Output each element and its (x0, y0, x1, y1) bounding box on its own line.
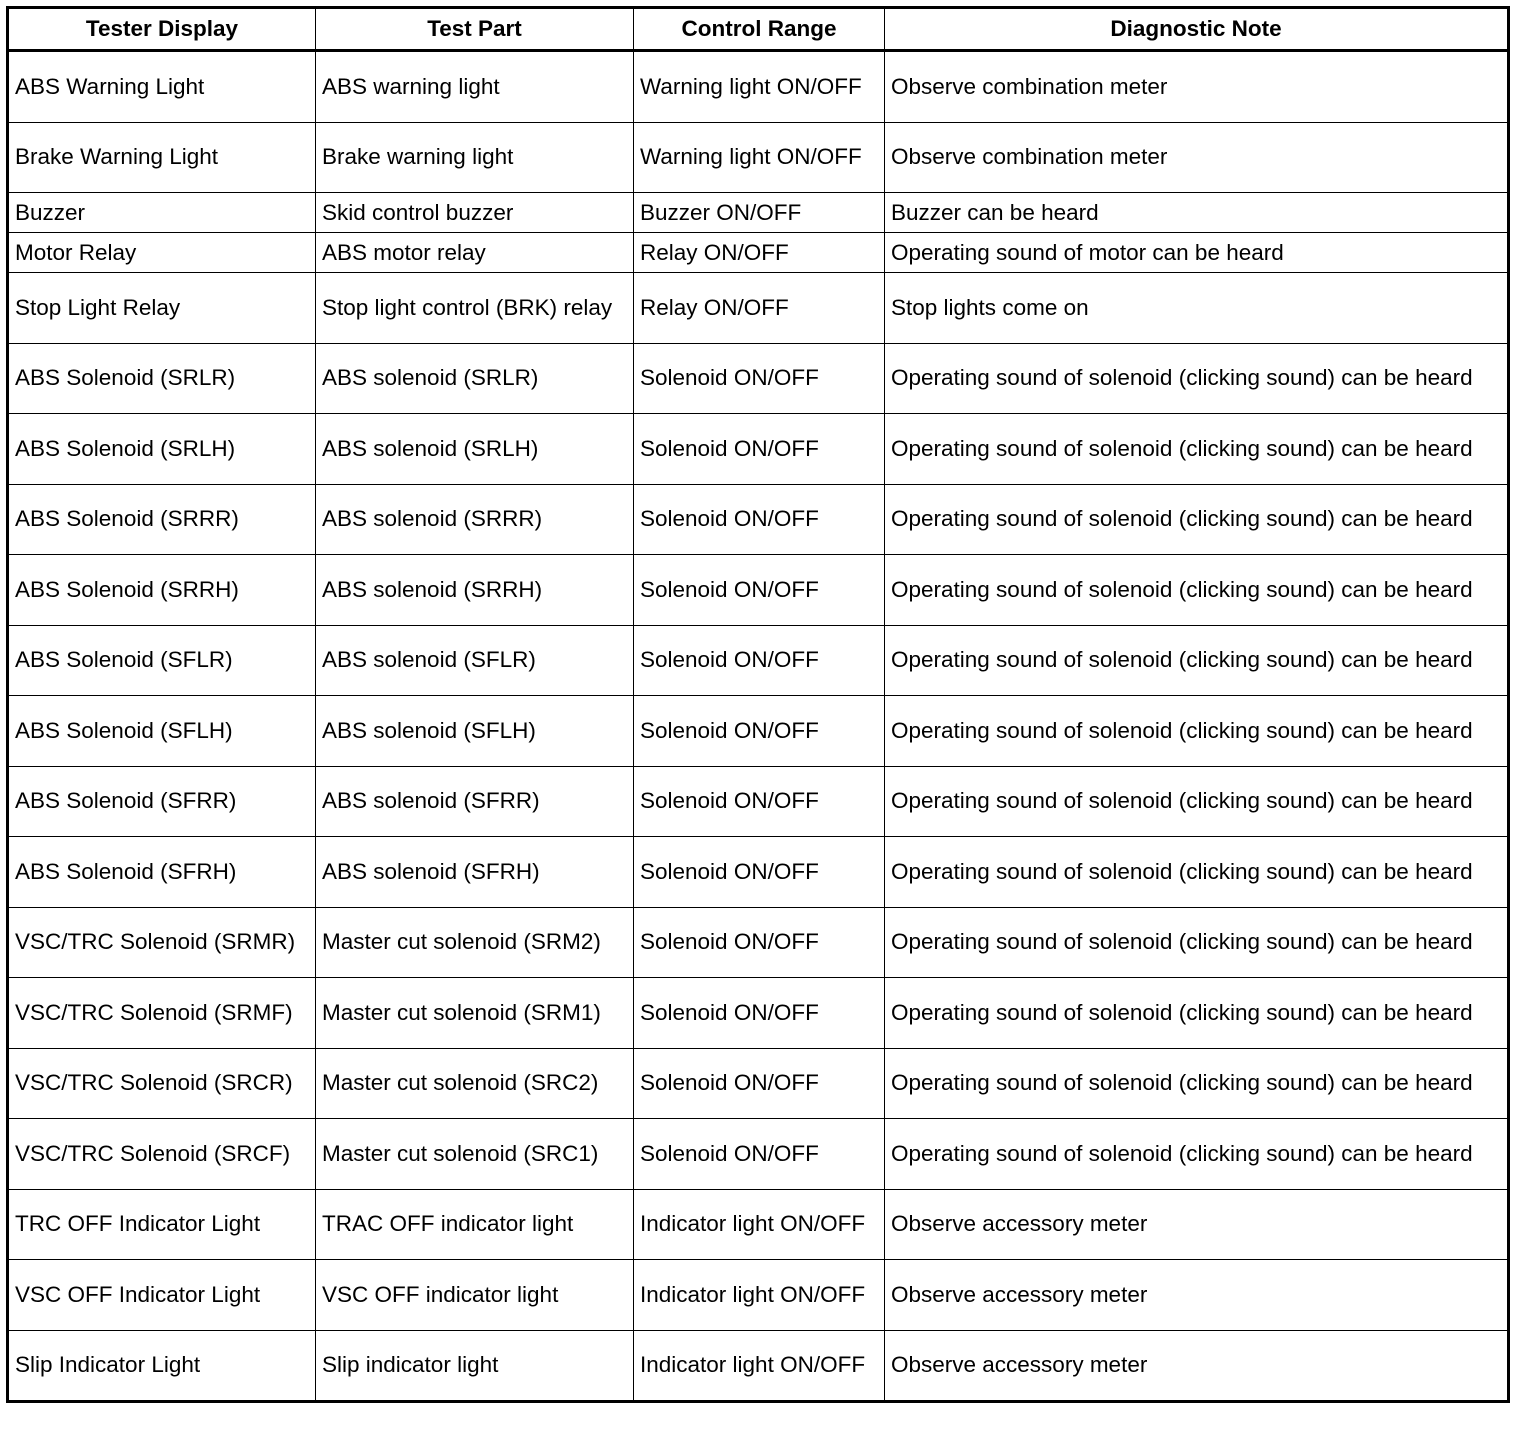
cell-diagnostic-note: Operating sound of solenoid (clicking sound) can be heard (885, 907, 1509, 978)
cell-test-part: ABS solenoid (SFLR) (316, 625, 634, 696)
table-row (8, 414, 1509, 485)
cell-diagnostic-note: Operating sound of solenoid (clicking sound) can be heard (885, 1119, 1509, 1190)
cell-test-part: Skid control buzzer (316, 193, 634, 233)
cell-diagnostic-note: Operating sound of solenoid (clicking sound) can be heard (885, 555, 1509, 626)
cell-control-range: Solenoid ON/OFF (634, 555, 885, 626)
cell-control-range: Relay ON/OFF (634, 233, 885, 273)
cell-tester-display: Stop Light Relay (8, 273, 316, 344)
table-row (8, 1260, 1509, 1331)
cell-diagnostic-note: Observe accessory meter (885, 1189, 1509, 1260)
cell-diagnostic-note: Operating sound of solenoid (clicking sound) can be heard (885, 837, 1509, 908)
table-row (8, 193, 1509, 233)
cell-tester-display: ABS Solenoid (SRLR) (8, 343, 316, 414)
table-row (8, 978, 1509, 1049)
cell-tester-display: ABS Solenoid (SFRR) (8, 766, 316, 837)
cell-diagnostic-note: Observe combination meter (885, 51, 1509, 123)
table-row (8, 555, 1509, 626)
cell-control-range: Indicator light ON/OFF (634, 1260, 885, 1331)
cell-control-range: Solenoid ON/OFF (634, 696, 885, 767)
table-row (8, 1189, 1509, 1260)
table-body (8, 51, 1509, 1402)
cell-diagnostic-note: Operating sound of solenoid (clicking sound) can be heard (885, 766, 1509, 837)
cell-tester-display: Motor Relay (8, 233, 316, 273)
cell-tester-display: Slip Indicator Light (8, 1330, 316, 1402)
cell-control-range: Indicator light ON/OFF (634, 1330, 885, 1402)
cell-tester-display: ABS Solenoid (SFLR) (8, 625, 316, 696)
cell-diagnostic-note: Operating sound of solenoid (clicking sound) can be heard (885, 414, 1509, 485)
cell-test-part: Slip indicator light (316, 1330, 634, 1402)
cell-control-range: Solenoid ON/OFF (634, 414, 885, 485)
cell-control-range: Warning light ON/OFF (634, 51, 885, 123)
cell-tester-display: VSC/TRC Solenoid (SRCR) (8, 1048, 316, 1119)
cell-test-part: Stop light control (BRK) relay (316, 273, 634, 344)
cell-diagnostic-note: Observe accessory meter (885, 1330, 1509, 1402)
cell-control-range: Indicator light ON/OFF (634, 1189, 885, 1260)
cell-test-part: Master cut solenoid (SRC2) (316, 1048, 634, 1119)
cell-tester-display: Brake Warning Light (8, 122, 316, 193)
cell-tester-display: ABS Solenoid (SFLH) (8, 696, 316, 767)
header-tester-display: Tester Display (8, 8, 316, 51)
cell-diagnostic-note: Operating sound of solenoid (clicking sound) can be heard (885, 978, 1509, 1049)
cell-diagnostic-note: Observe combination meter (885, 122, 1509, 193)
cell-test-part: ABS solenoid (SRLR) (316, 343, 634, 414)
cell-control-range: Solenoid ON/OFF (634, 1119, 885, 1190)
cell-control-range: Solenoid ON/OFF (634, 484, 885, 555)
cell-tester-display: ABS Solenoid (SRLH) (8, 414, 316, 485)
cell-control-range: Solenoid ON/OFF (634, 766, 885, 837)
cell-test-part: ABS solenoid (SFLH) (316, 696, 634, 767)
cell-test-part: Brake warning light (316, 122, 634, 193)
table-row (8, 484, 1509, 555)
cell-test-part: Master cut solenoid (SRC1) (316, 1119, 634, 1190)
table-row (8, 907, 1509, 978)
cell-test-part: ABS warning light (316, 51, 634, 123)
cell-test-part: ABS solenoid (SFRR) (316, 766, 634, 837)
table-row (8, 122, 1509, 193)
cell-test-part: ABS solenoid (SRRR) (316, 484, 634, 555)
table-row (8, 1330, 1509, 1402)
cell-tester-display: ABS Solenoid (SRRH) (8, 555, 316, 626)
cell-test-part: ABS solenoid (SRRH) (316, 555, 634, 626)
table-row (8, 273, 1509, 344)
header-test-part: Test Part (316, 8, 634, 51)
cell-control-range: Solenoid ON/OFF (634, 625, 885, 696)
cell-test-part: ABS solenoid (SFRH) (316, 837, 634, 908)
cell-diagnostic-note: Operating sound of solenoid (clicking sound) can be heard (885, 343, 1509, 414)
table-row (8, 837, 1509, 908)
table-row (8, 625, 1509, 696)
cell-diagnostic-note: Buzzer can be heard (885, 193, 1509, 233)
cell-control-range: Solenoid ON/OFF (634, 837, 885, 908)
cell-control-range: Solenoid ON/OFF (634, 978, 885, 1049)
cell-control-range: Warning light ON/OFF (634, 122, 885, 193)
table-row (8, 343, 1509, 414)
cell-control-range: Solenoid ON/OFF (634, 907, 885, 978)
cell-tester-display: TRC OFF Indicator Light (8, 1189, 316, 1260)
cell-tester-display: VSC/TRC Solenoid (SRMR) (8, 907, 316, 978)
cell-diagnostic-note: Operating sound of solenoid (clicking sound) can be heard (885, 484, 1509, 555)
cell-control-range: Relay ON/OFF (634, 273, 885, 344)
cell-tester-display: VSC OFF Indicator Light (8, 1260, 316, 1331)
cell-tester-display: ABS Solenoid (SRRR) (8, 484, 316, 555)
active-test-table (6, 6, 1510, 1403)
cell-diagnostic-note: Operating sound of solenoid (clicking sound) can be heard (885, 625, 1509, 696)
cell-tester-display: ABS Warning Light (8, 51, 316, 123)
cell-diagnostic-note: Observe accessory meter (885, 1260, 1509, 1331)
cell-diagnostic-note: Stop lights come on (885, 273, 1509, 344)
cell-tester-display: ABS Solenoid (SFRH) (8, 837, 316, 908)
table-row (8, 766, 1509, 837)
cell-test-part: Master cut solenoid (SRM2) (316, 907, 634, 978)
cell-test-part: ABS motor relay (316, 233, 634, 273)
header-control-range: Control Range (634, 8, 885, 51)
cell-test-part: TRAC OFF indicator light (316, 1189, 634, 1260)
cell-control-range: Solenoid ON/OFF (634, 343, 885, 414)
cell-diagnostic-note: Operating sound of solenoid (clicking sound) can be heard (885, 696, 1509, 767)
cell-control-range: Buzzer ON/OFF (634, 193, 885, 233)
cell-tester-display: VSC/TRC Solenoid (SRMF) (8, 978, 316, 1049)
cell-control-range: Solenoid ON/OFF (634, 1048, 885, 1119)
cell-diagnostic-note: Operating sound of motor can be heard (885, 233, 1509, 273)
cell-tester-display: Buzzer (8, 193, 316, 233)
table-row (8, 696, 1509, 767)
table-row (8, 1119, 1509, 1190)
table-row (8, 233, 1509, 273)
table-row (8, 1048, 1509, 1119)
cell-test-part: VSC OFF indicator light (316, 1260, 634, 1331)
header-row (8, 8, 1509, 51)
cell-tester-display: VSC/TRC Solenoid (SRCF) (8, 1119, 316, 1190)
cell-diagnostic-note: Operating sound of solenoid (clicking sound) can be heard (885, 1048, 1509, 1119)
cell-test-part: ABS solenoid (SRLH) (316, 414, 634, 485)
table-row (8, 51, 1509, 123)
header-diagnostic-note: Diagnostic Note (885, 8, 1509, 51)
cell-test-part: Master cut solenoid (SRM1) (316, 978, 634, 1049)
